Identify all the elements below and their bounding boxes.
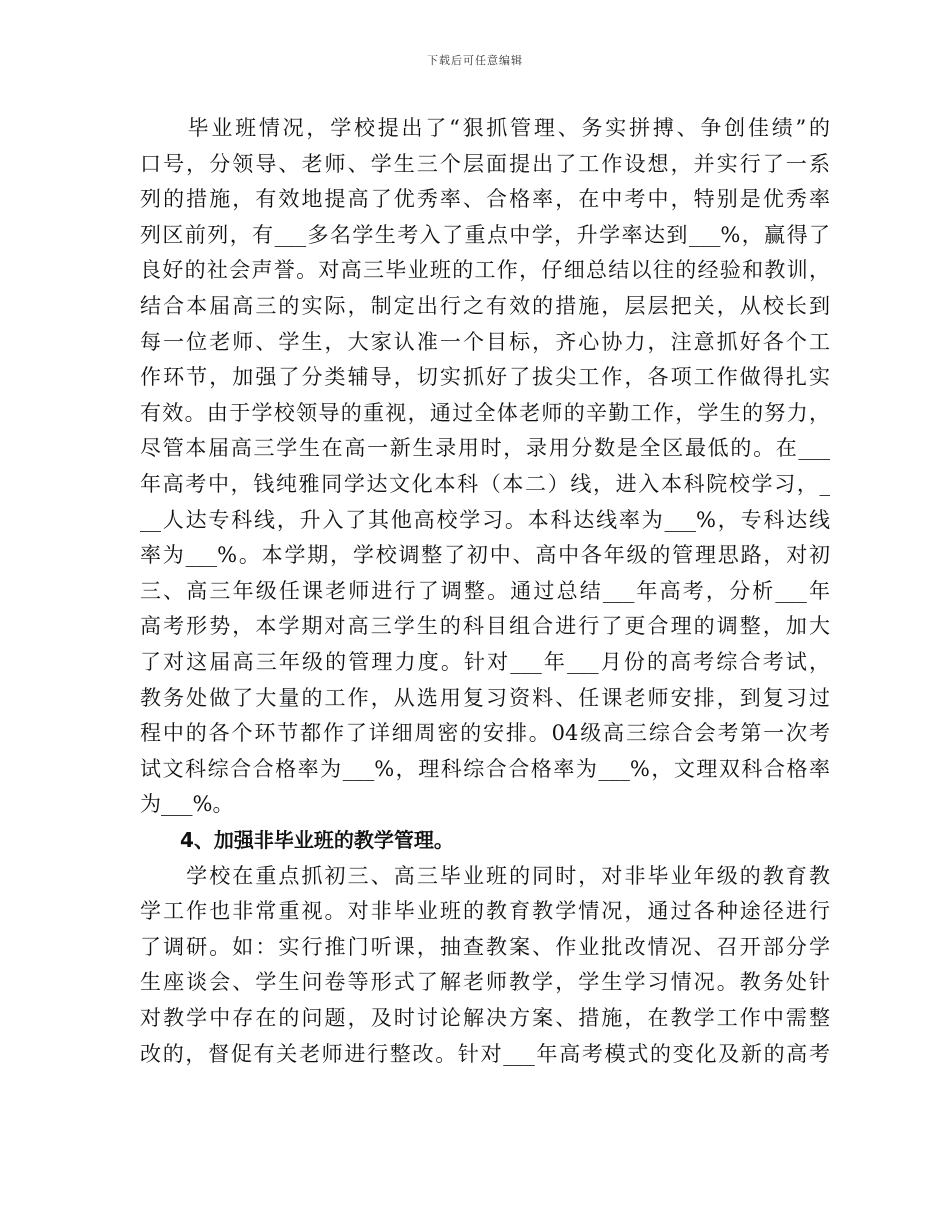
section-heading: 4、加强非毕业班的教学管理。 bbox=[140, 828, 454, 852]
text-line: 程中的各个环节都作了详细周密的安排。04级高三综合会考第一次考 bbox=[140, 721, 830, 746]
text-line: 三、高三年级任课老师进行了调整。通过总结___年高考，分析___年 bbox=[140, 578, 830, 603]
text-line: 良好的社会声誉。对高三毕业班的工作，仔细总结以往的经验和教训， bbox=[140, 258, 830, 283]
text-line: 作环节，加强了分类辅导，切实抓好了拔尖工作，各项工作做得扎实 bbox=[140, 365, 830, 390]
text-line: 列的措施，有效地提高了优秀率、合格率，在中考中，特别是优秀率 bbox=[140, 187, 830, 212]
page-header: 下载后可任意编辑 bbox=[427, 54, 523, 67]
text-line: 为___%。 bbox=[140, 792, 234, 817]
text-line: __人达专科线，升入了其他高校学习。本科达线率为___%，专科达线 bbox=[140, 507, 830, 532]
text-line: 生座谈会、学生问卷等形式了解老师教学，学生学习情况。教务处针 bbox=[140, 970, 830, 995]
text-line: 年高考中，钱纯雅同学达文化本科（本二）线，进入本科院校学习，_ bbox=[140, 472, 830, 496]
text-line: 有效。由于学校领导的重视，通过全体老师的辛勤工作，学生的努力， bbox=[140, 400, 830, 425]
text-line: 了对这届高三年级的管理力度。针对___年___月份的高考综合考试， bbox=[140, 650, 830, 674]
text-line: 教务处做了大量的工作，从选用复习资料、任课老师安排，到复习过 bbox=[140, 685, 830, 710]
text-line: 毕业班情况，学校提出了“狠抓管理、务实拼搏、争创佳绩”的 bbox=[140, 116, 830, 140]
text-line: 列区前列，有___多名学生考入了重点中学，升学率达到___%，赢得了 bbox=[140, 222, 830, 247]
text-line: 试文科综合合格率为___%，理科综合合格率为___%，文理双科合格率 bbox=[140, 756, 830, 781]
text-line: 结合本届高三的实际，制定出行之有效的措施，层层把关，从校长到 bbox=[140, 294, 830, 318]
text-line: 对教学中存在的问题，及时讨论解决方案、措施，在教学工作中需整 bbox=[140, 1006, 830, 1030]
text-line: 学校在重点抓初三、高三毕业班的同时，对非毕业年级的教育教 bbox=[140, 863, 830, 888]
text-line: 改的，督促有关老师进行整改。针对___年高考模式的变化及新的高考 bbox=[140, 1041, 830, 1066]
text-line: 学工作也非常重视。对非毕业班的教育教学情况，通过各种途径进行 bbox=[140, 899, 830, 924]
text-line: 尽管本届高三学生在高一新生录用时，录用分数是全区最低的。在___ bbox=[140, 436, 830, 461]
text-line: 了调研。如：实行推门听课，抽查教案、作业批改情况、召开部分学 bbox=[140, 934, 830, 959]
text-line: 高考形势，本学期对高三学生的科目组合进行了更合理的调整，加大 bbox=[140, 614, 830, 639]
text-line: 口号，分领导、老师、学生三个层面提出了工作设想，并实行了一系 bbox=[140, 151, 830, 176]
text-line: 率为___%。本学期，学校调整了初中、高中各年级的管理思路，对初 bbox=[140, 543, 830, 568]
text-line: 每一位老师、学生，大家认准一个目标，齐心协力，注意抓好各个工 bbox=[140, 329, 830, 354]
